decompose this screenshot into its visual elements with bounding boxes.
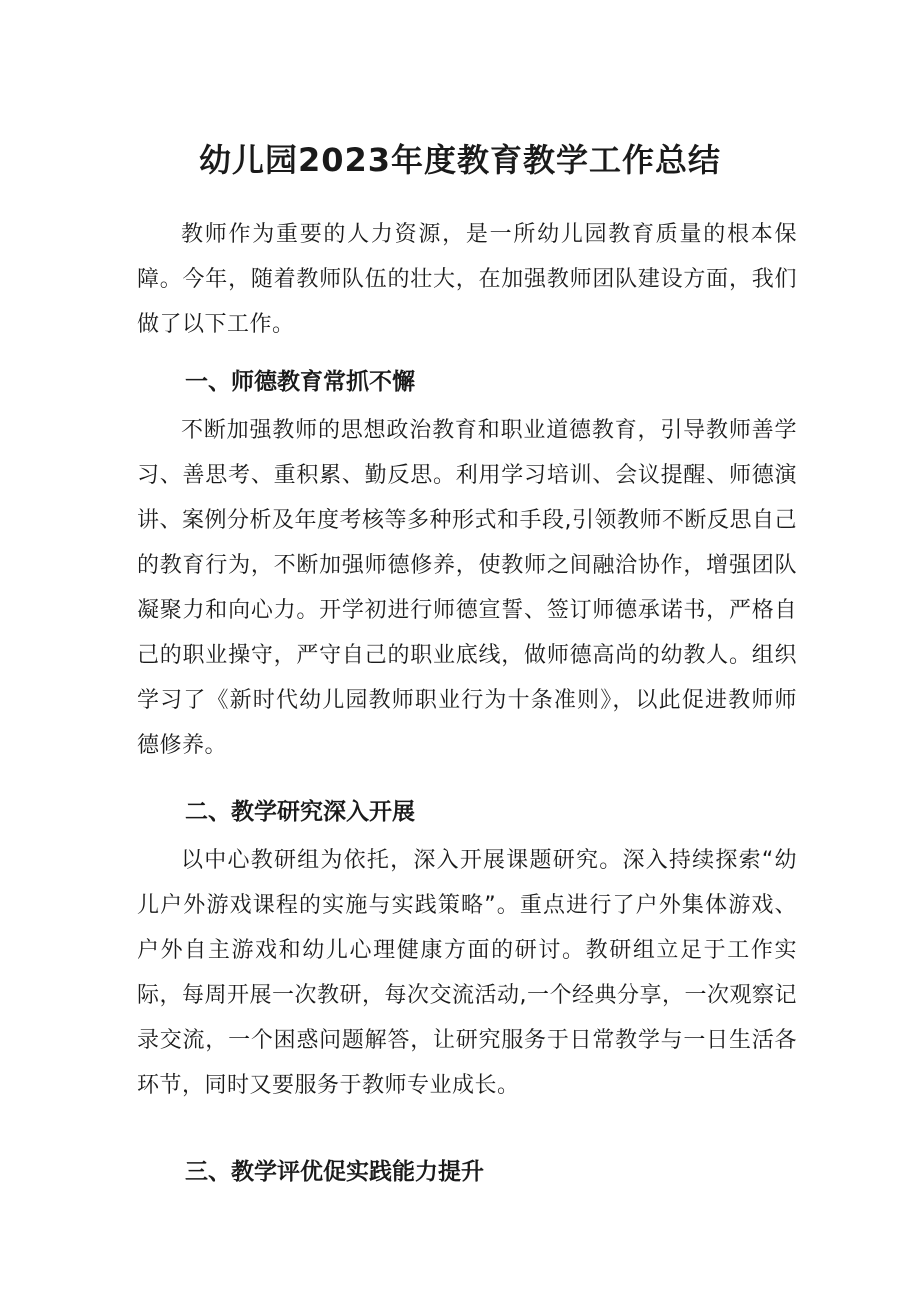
section-body-2: 以中心教研组为依托，深入开展课题研究。深入持续探索“幼儿户外游戏课程的实施与实践策略”。重点进行了户外集体游戏、户外自主游戏和幼儿心理健康方面的研讨。教研组立足于工作实际，每周开展一次教研，每次交流活动,一个经典分享，一次观察记录交流，一个困惑问题解答，让研究服务于日常教学与一日生活各环节，同时又要服务于教师专业成长。: [137, 848, 797, 1098]
section-heading-3: 三、教学评优促实践能力提升: [185, 1159, 484, 1185]
section-body-1: 不断加强教师的思想政治教育和职业道德教育，引导教师善学习、善思考、重积累、勤反思。利用学习培训、会议提醒、师德演讲、案例分析及年度考核等多种形式和手段,引领教师不断反思自己的教育行为，不断加强师德修养，使教师之间融洽协作，增强团队凝聚力和向心力。开学初进行师德宣誓、签订师德承诺书，严格自己的职业操守，严守自己的职业底线，做师德高尚的幼教人。组织学习了《新时代幼儿园教师职业行为十条准则》，以此促进教师师德修养。: [137, 418, 797, 758]
section-heading-2: 二、教学研究深入开展: [185, 799, 415, 825]
section-heading-1: 一、师德教育常抓不懈: [185, 369, 415, 395]
intro-paragraph: 教师作为重要的人力资源，是一所幼儿园教育质量的根本保障。今年，随着教师队伍的壮大，在加强教师团队建设方面，我们做了以下工作。: [137, 222, 797, 337]
document-title: 幼儿园2023年度教育教学工作总结: [198, 141, 722, 179]
